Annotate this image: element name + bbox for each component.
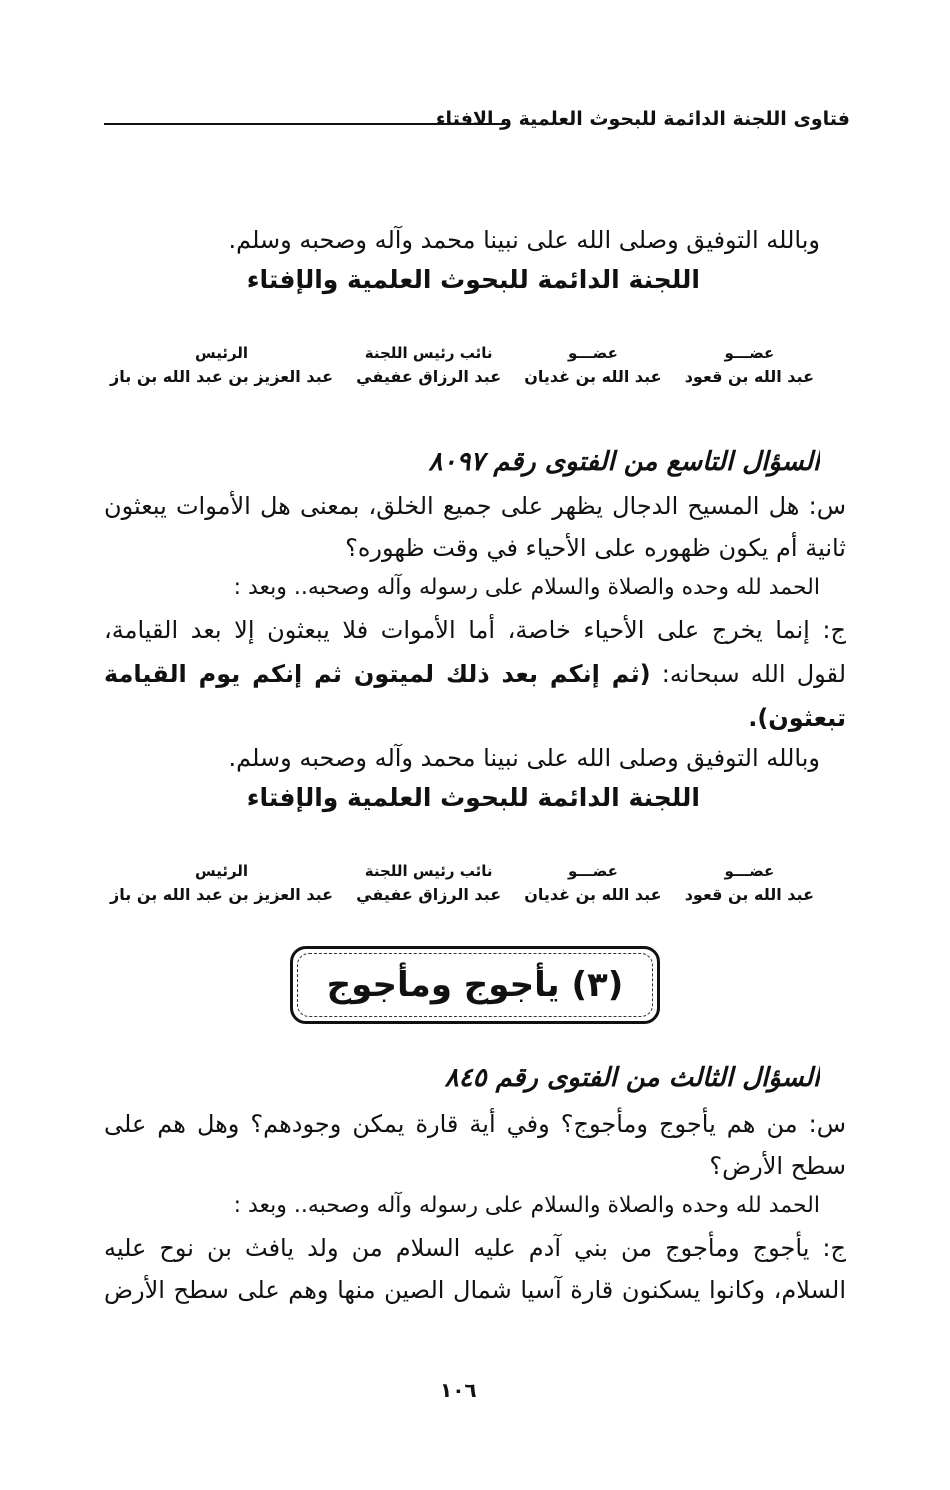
signatory bbox=[356, 860, 501, 908]
signatory-name: عبد الرزاق عفيفي bbox=[356, 367, 502, 386]
section-title: (٣) يأجوج ومأجوج bbox=[326, 965, 624, 1005]
signatory bbox=[110, 342, 333, 390]
praise-line: الحمد لله وحده والصلاة والسلام على رسوله وآله وصحبه.. وبعد : bbox=[233, 575, 820, 600]
signatory-name: عبد العزيز بن عبد الله بن باز bbox=[110, 885, 334, 904]
section-title-box bbox=[290, 946, 660, 1024]
signatory-name: عبد الله بن قعود bbox=[684, 367, 814, 386]
answer-text: ج: إنما يخرج على الأحياء خاصة، أما الأموات فلا يبعثون إلا بعد القيامة، bbox=[104, 616, 846, 644]
question-heading: السؤال التاسع من الفتوى رقم ٨٠٩٧ bbox=[428, 447, 820, 477]
question-heading: السؤال الثالث من الفتوى رقم ٨٤٥ bbox=[444, 1063, 820, 1093]
committee-name: اللجنة الدائمة للبحوث العلمية والإفتاء bbox=[246, 783, 700, 812]
signatory-title: نائب رئيس اللجنة bbox=[364, 862, 493, 880]
signatory bbox=[110, 860, 333, 908]
signatory bbox=[356, 342, 501, 390]
signatory-name: عبد العزيز بن عبد الله بن باز bbox=[110, 367, 334, 386]
signatory-title: عضـــو bbox=[724, 862, 775, 880]
signatory bbox=[685, 342, 814, 390]
signatory-title: عضـــو bbox=[568, 862, 618, 880]
answer-text: ج: يأجوج ومأجوج من بني آدم عليه السلام من ولد يافث بن نوح عليه bbox=[104, 1234, 846, 1262]
closing-prayer: وبالله التوفيق وصلى الله على نبينا محمد وآله وصحبه وسلم. bbox=[228, 744, 820, 772]
answer-text: السلام، وكانوا يسكنون قارة آسيا شمال الصين منها وهم على سطح الأرض bbox=[104, 1276, 846, 1304]
signatory-name: عبد الرزاق عفيفي bbox=[356, 885, 502, 904]
signatory-title: عضـــو bbox=[568, 344, 618, 362]
signatory-title: عضـــو bbox=[724, 344, 775, 362]
signatories-row bbox=[110, 342, 814, 390]
signatory-title: الرئيس bbox=[195, 344, 249, 362]
question-text: س: من هم يأجوج ومأجوج؟ وفي أية قارة يمكن وجودهم؟ وهل هم على bbox=[104, 1110, 846, 1138]
praise-line: الحمد لله وحده والصلاة والسلام على رسوله وآله وصحبه.. وبعد : bbox=[233, 1193, 820, 1218]
running-header-title: فتاوى اللجنة الدائمة للبحوث العلمية و الافتاء bbox=[435, 108, 850, 130]
answer-text-prefix: لقول الله سبحانه: bbox=[661, 660, 846, 688]
page-number: ١٠٦ bbox=[440, 1378, 477, 1402]
signatory-name: عبد الله بن قعود bbox=[684, 885, 814, 904]
signatory bbox=[524, 342, 661, 390]
signatory bbox=[685, 860, 814, 908]
quran-quote-end: تبعثون). bbox=[748, 704, 846, 732]
committee-name: اللجنة الدائمة للبحوث العلمية والإفتاء bbox=[246, 265, 700, 294]
question-text: ثانية أم يكون ظهوره على الأحياء في وقت ظهوره؟ bbox=[345, 534, 846, 562]
answer-text bbox=[104, 656, 846, 692]
question-text: س: هل المسيح الدجال يظهر على جميع الخلق، بمعنى هل الأموات يبعثون bbox=[104, 492, 846, 520]
signatory bbox=[524, 860, 661, 908]
signatory-name: عبد الله بن غديان bbox=[524, 367, 662, 386]
signatory-title: الرئيس bbox=[195, 862, 249, 880]
quran-quote: (ثم إنكم بعد ذلك لميتون ثم إنكم يوم القيامة bbox=[104, 660, 651, 688]
header-rule bbox=[104, 123, 504, 125]
question-text: سطح الأرض؟ bbox=[709, 1152, 846, 1180]
signatory-name: عبد الله بن غديان bbox=[524, 885, 662, 904]
closing-prayer: وبالله التوفيق وصلى الله على نبينا محمد وآله وصحبه وسلم. bbox=[228, 226, 820, 254]
signatory-title: نائب رئيس اللجنة bbox=[364, 344, 493, 362]
signatories-row bbox=[110, 860, 814, 908]
